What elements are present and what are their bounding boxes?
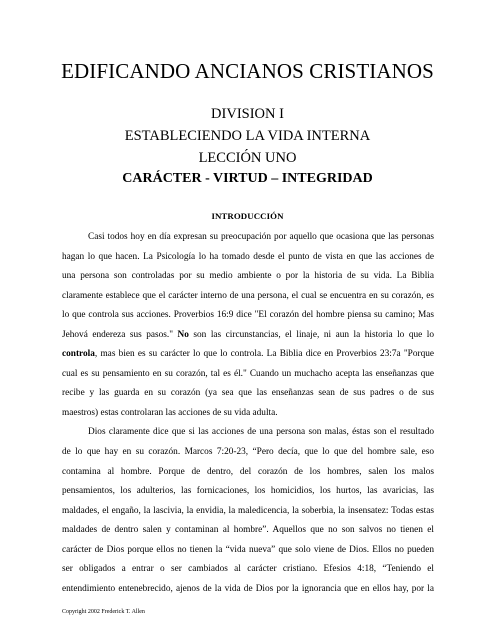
paragraph-2-line-6: maldades de dentro salen y contaminan al hombre”. Aquellos que no son salvos no tienen el — [62, 525, 434, 536]
division-heading: DIVISION I — [211, 106, 284, 122]
paragraph-2-line-2: de lo que hay en su corazón. Marcos 7:20-23, “Pero decía, que lo que del hombre sale, eso — [62, 447, 434, 458]
paragraph-1-line-7-part-b: , mas bien es su carácter lo que lo controla. La Biblia dice en Proverbios 23:7a "Porque — [94, 349, 434, 360]
paragraph-2 — [62, 423, 434, 599]
theme-heading: CARÁCTER - VIRTUD – INTEGRIDAD — [122, 171, 373, 186]
paragraph-1 — [62, 228, 434, 423]
section-heading: ESTABLECIENDO LA VIDA INTERNA — [124, 128, 371, 144]
paragraph-2-line-1: Dios claramente dice que si las acciones de una persona son malas, éstas son el resultado — [88, 427, 434, 438]
paragraph-1-line-8: cual es su pensamiento en su corazón, tal es él." Cuando un muchacho acepta las enseñanzas que — [62, 368, 434, 379]
copyright-footer: Copyright 2002 Frederick T. Allen — [62, 609, 145, 615]
paragraph-1-line-5: lo que controla sus acciones. Proverbios 16:9 dice "El corazón del hombre piensa su camino; Mas — [62, 310, 434, 321]
paragraph-1-line-6-part-c: son las circunstancias, el linaje, ni aun la historia lo que lo — [188, 329, 434, 340]
paragraph-1-line-7 — [62, 345, 434, 365]
body-text — [62, 228, 434, 599]
emphasis-no: No — [177, 329, 189, 340]
paragraph-1-line-3: una persona son controladas por su medio ambiente o por la historia de su vida. La Biblia — [62, 271, 434, 282]
paragraph-1-line-2: hagan lo que hacen. La Psicología lo ha tomado desde el punto de vista en que las acciones de — [62, 251, 434, 262]
emphasis-controla: controla — [62, 349, 95, 360]
paragraph-1-line-6 — [62, 326, 434, 346]
paragraph-2-line-7: carácter de Dios porque ellos no tienen la “vida nueva” que solo viene de Dios. Ellos no pueden — [62, 544, 434, 555]
lesson-heading: LECCIÓN UNO — [198, 150, 297, 166]
paragraph-2-line-8: ser obligados a entrar o ser cambiados al carácter cristiano. Efesios 4:18, “Teniendo el — [62, 564, 434, 575]
document-title: EDIFICANDO ANCIANOS CRISTIANOS — [61, 59, 434, 83]
paragraph-1-line-9: recibe y las guarda en su corazón (ya sea que las enseñanzas sean de sus padres o de sus — [62, 388, 434, 399]
paragraph-2-line-9: entendimiento entenebrecido, ajenos de la vida de Dios por la ignorancia que en ellos hay, por la — [62, 583, 434, 594]
paragraph-2-line-3: contamina al hombre. Porque de dentro, del corazón de los hombres, salen los malos — [62, 466, 434, 477]
paragraph-1-line-4: claramente establece que el carácter interno de una persona, el cual se encuentra en su corazón, es — [62, 290, 434, 301]
paragraph-1-line-6-part-a: Jehová endereza sus pasos." — [62, 329, 178, 340]
paragraph-1-line-1: Casi todos hoy en día expresan su preocupación por aquello que ocasiona que las personas — [88, 232, 434, 242]
paragraph-1-line-10: maestros) estas controlaran las acciones de su vida adulta. — [62, 407, 278, 418]
paragraph-2-line-4: pensamientos, los adulterios, las fornicaciones, los homicidios, los hurtos, las avaricias, las — [62, 486, 434, 497]
paragraph-2-line-5: maldades, el engaño, la lascivia, la envidia, la maledicencia, la soberbia, la insensatez: Todas estas — [62, 505, 434, 516]
introduction-heading: INTRODUCCIÓN — [211, 211, 284, 221]
